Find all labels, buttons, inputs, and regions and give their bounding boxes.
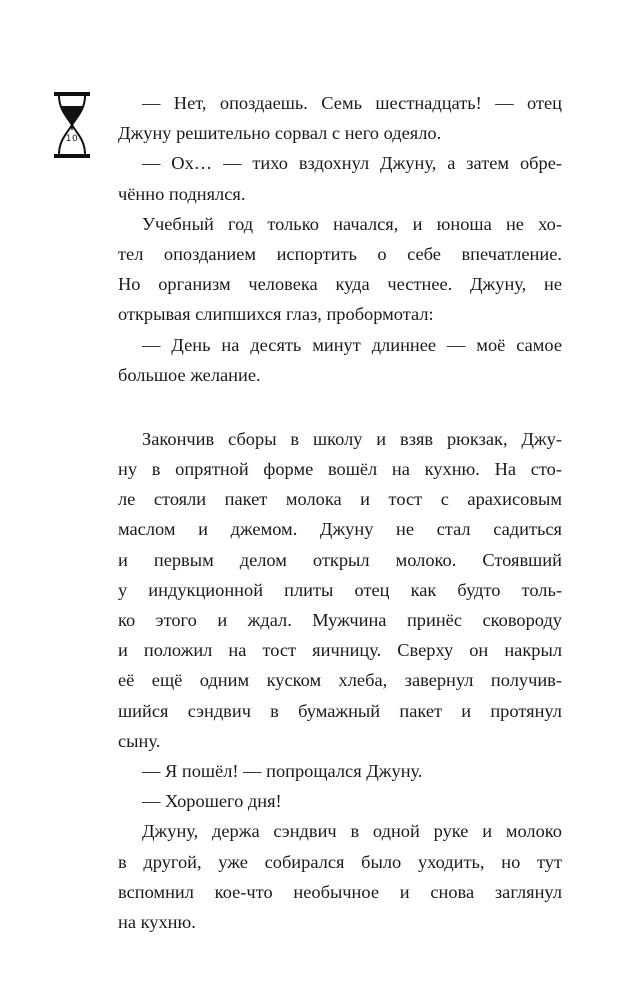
text-line: — Хорошего дня! [142,791,282,812]
text-line: у индукционной плиты отец как будто толь- [118,579,562,600]
text-line: Закончив сборы в школу и взяв рюкзак, Джу- [142,428,562,449]
text-line: ле стояли пакет молока и тост с арахисовым [118,489,562,510]
text-line: Джуну решительно сорвал с него одеяло. [118,123,442,144]
text-line: Но организм человека куда честнее. Джуну, не [118,274,562,295]
hourglass-icon [52,92,92,158]
body-text [118,88,562,937]
text-line: — Я пошёл! — попрощался Джуну. [142,760,423,781]
text-line: — Ох… — тихо вздохнул Джуну, а затем обре- [142,153,562,174]
text-line: большое желание. [118,364,261,385]
text-line: на кухню. [118,911,196,932]
page-marker [52,92,92,158]
text-line: ну в опрятной форме вошёл на кухню. На сто- [118,459,562,480]
page-number: 10 [65,134,79,144]
text-line: её ещё одним куском хлеба, завернул получив- [118,670,562,691]
text-line: маслом и джемом. Джуну не стал садиться [118,519,562,540]
text-line: чённо поднялся. [118,183,246,204]
text-line: Учебный год только начался, и юноша не хо- [142,213,562,234]
text-line: ко этого и ждал. Мужчина принёс сковороду [118,610,562,630]
text-line: шийся сэндвич в бумажный пакет и протянул [118,700,562,721]
section-break [118,390,562,424]
text-line: сыну. [118,730,161,751]
text-line: — Нет, опоздаешь. Семь шестнадцать! — отец [142,93,562,113]
text-line: и положил на тост яичницу. Сверху он накрыл [118,640,562,661]
text-line: Джуну, держа сэндвич в одной руке и молоко [142,821,562,842]
text-line: — День на десять минут длиннее — моё самое [142,334,562,355]
text-line: вспомнил кое-что необычное и снова заглянул [118,881,562,902]
text-line: и первым делом открыл молоко. Стоявший [118,549,562,570]
text-line: в другой, уже собирался было уходить, но тут [118,851,562,872]
text-line: открывая слипшихся глаз, пробормотал: [118,304,434,325]
text-line: тел опозданием испортить о себе впечатление. [118,243,562,264]
